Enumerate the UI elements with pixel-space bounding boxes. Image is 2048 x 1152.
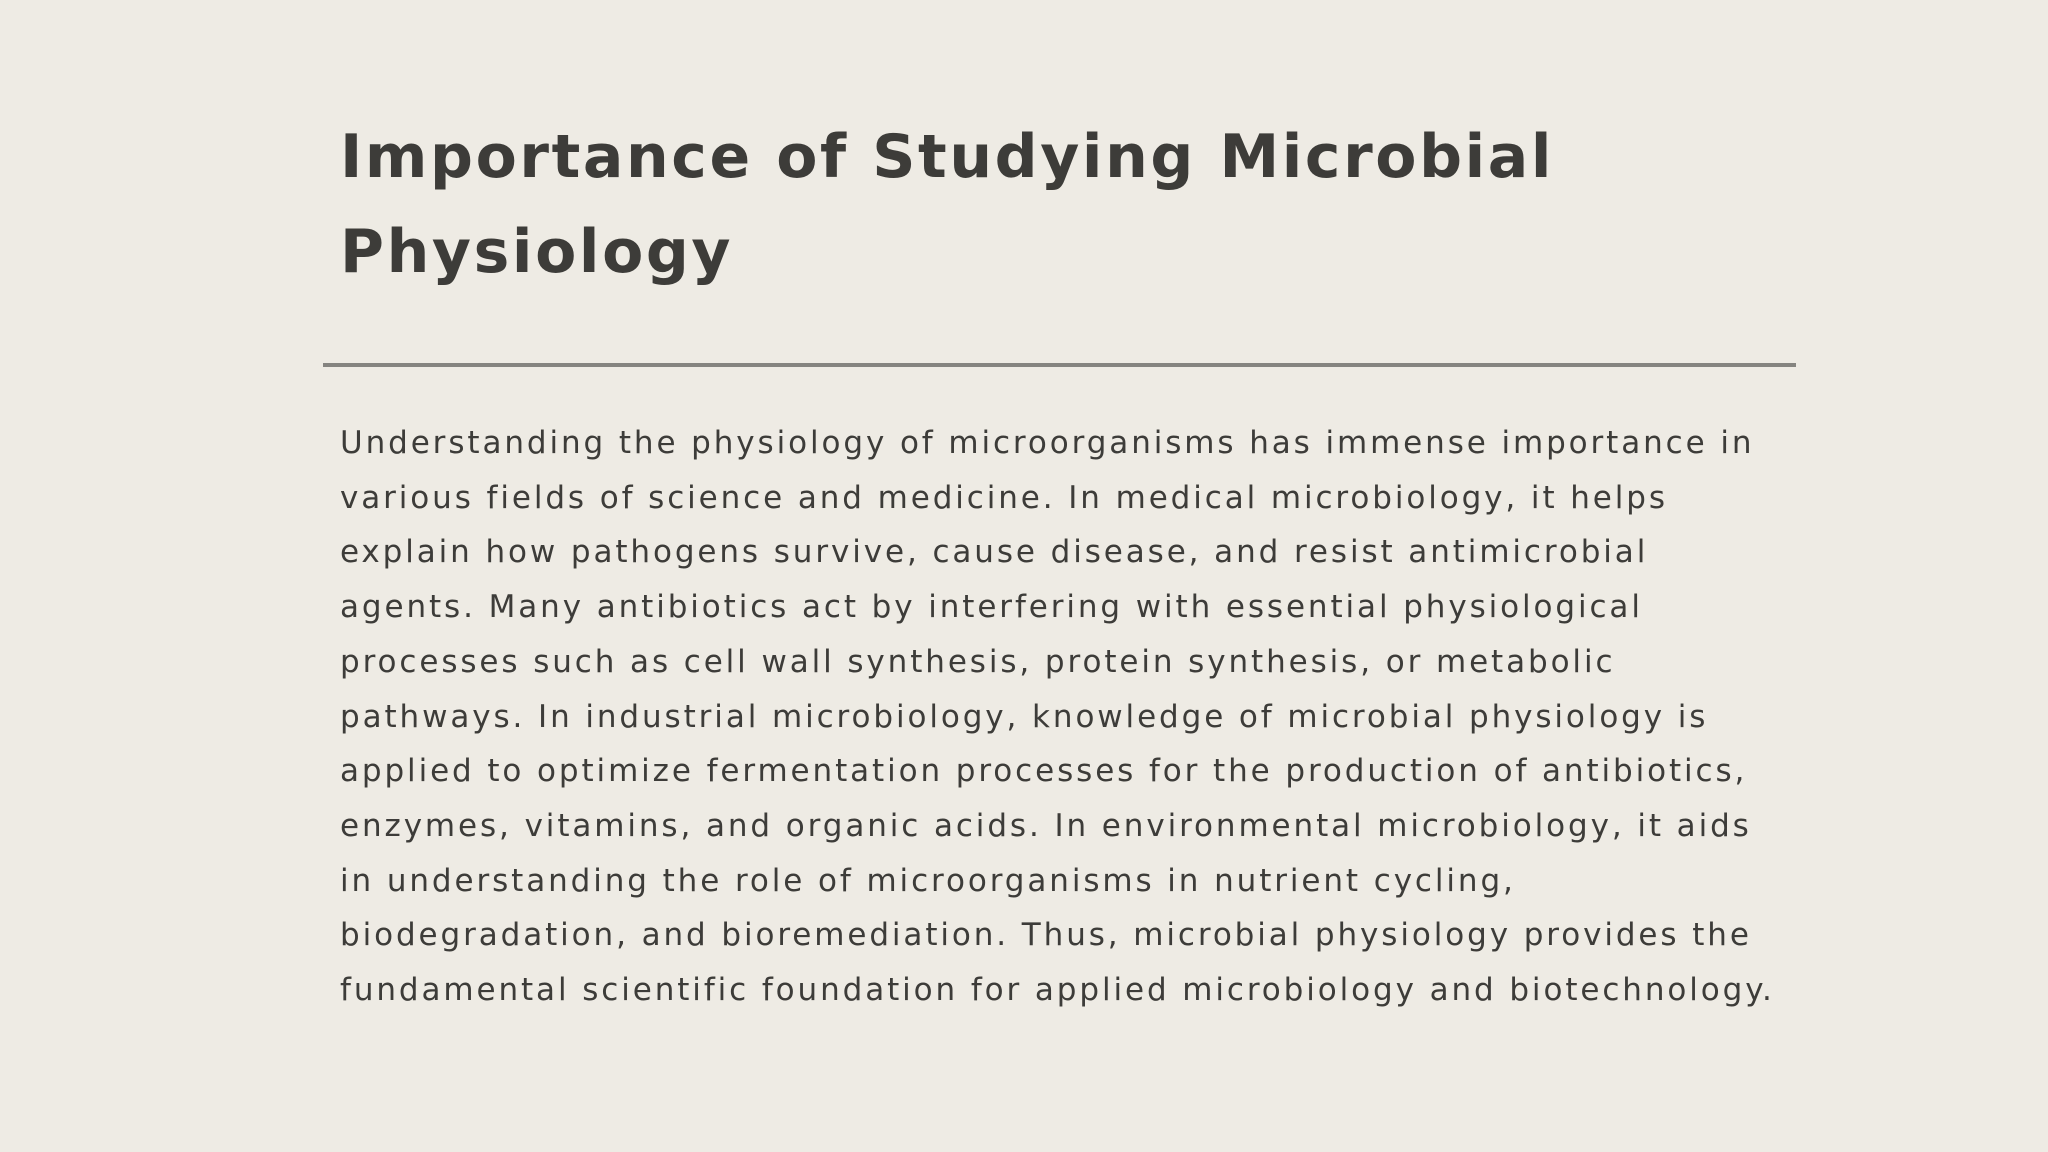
slide-title: Importance of Studying Microbial Physiology xyxy=(340,122,1555,287)
slide-body-paragraph: Understanding the physiology of microorganisms has immense importance in various fields of science and medicine. In medical microbiology, it helps explain how pathogens survive, cause disease, and resist antimicrobial agents. Many antibiotics act by interfering with essential physiological processes such as cell wall synthesis, protein synthesis, or metabolic pathways. In industrial microbiology, knowledge of microbial physiology is applied to optimize fermentation processes for the production of antibiotics, enzymes, vitamins, and organic acids. In environmental microbiology, it aids in understanding the role of microorganisms in nutrient cycling, biodegradation, and bioremediation. Thus, microbial physiology provides the fundamental scientific foundation for applied microbiology and biotechnology. xyxy=(340,425,1775,1009)
title-divider xyxy=(323,363,1796,367)
